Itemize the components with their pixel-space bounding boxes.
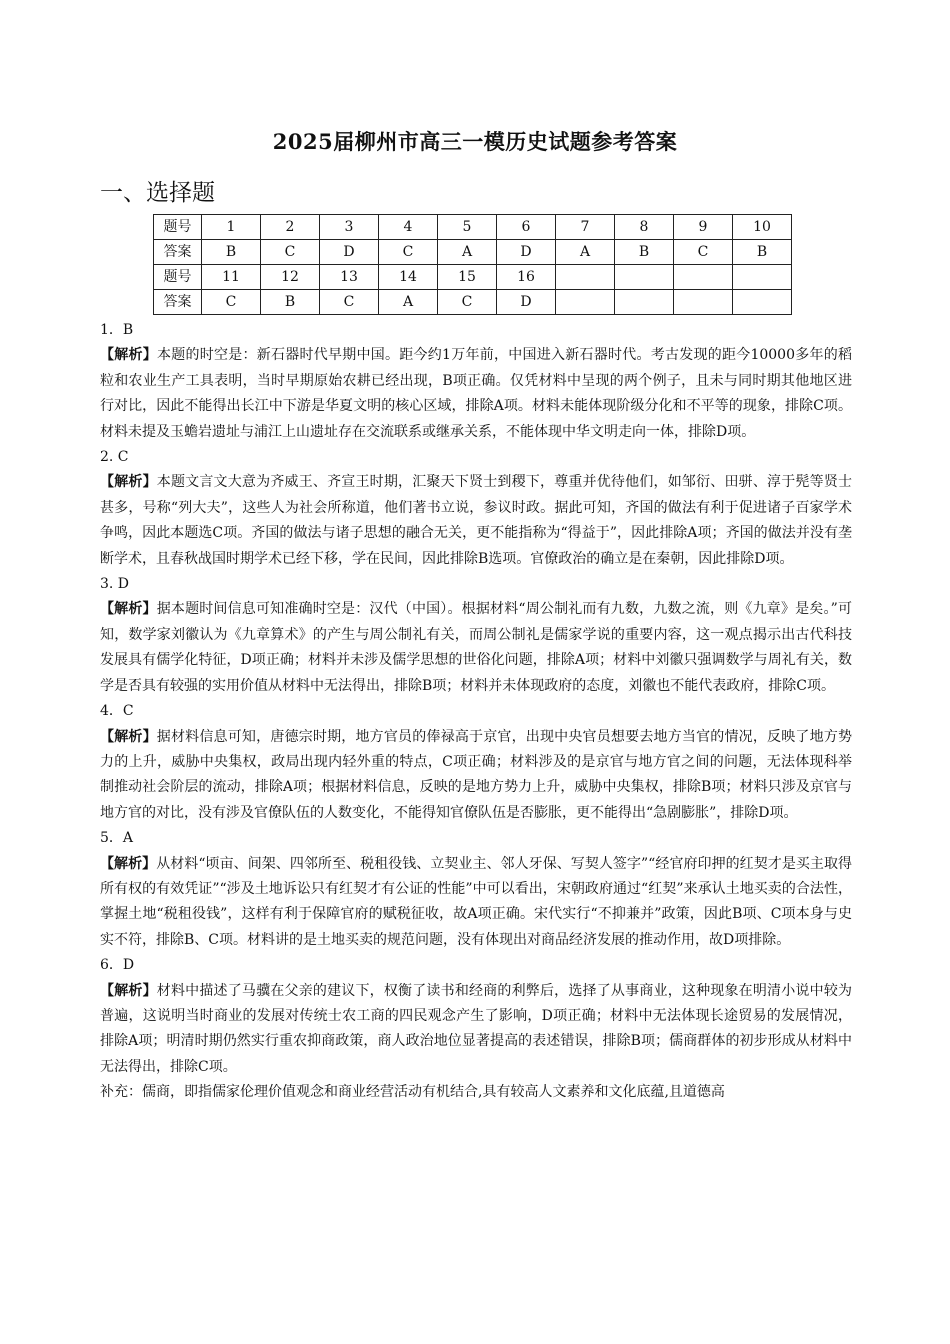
analysis-text: 本题的时空是：新石器时代早期中国。距今约1万年前，中国进入新石器时代。考古发现的距今10000多年的稻粒和农业生产工具表明，当时早期原始农耕已经出现，B项正确。仅凭材料中呈现的两个例子，且未与同时期其他地区进行对比，因此不能得出长江中下游是华夏文明的核心区域，排除A项。材料未能体现阶级分化和不平等的现象，排除C项。材料未提及玉蟾岩遗址与浦江上山遗址存在交流联系或继承关系，不能体现中华文明走向一体，排除D项。	[100, 347, 852, 440]
table-cell: C	[202, 290, 261, 315]
answer-table	[153, 214, 792, 315]
question-analysis	[100, 979, 852, 1081]
table-cell: 7	[556, 215, 615, 240]
table-cell	[556, 290, 615, 315]
table-cell: 11	[202, 265, 261, 290]
page-title: 2025届柳州市高三一模历史试题参考答案	[272, 129, 678, 154]
table-cell: D	[320, 240, 379, 265]
table-cell	[674, 290, 733, 315]
analysis-label: 【解析】	[100, 982, 157, 999]
table-cell	[674, 265, 733, 290]
table-cell: A	[438, 240, 497, 265]
table-cell: B	[733, 240, 792, 265]
section-title: 一、选择题	[100, 180, 215, 206]
table-cell	[615, 265, 674, 290]
table-cell: 15	[438, 265, 497, 290]
question-analysis	[100, 470, 852, 572]
table-row	[154, 240, 792, 265]
analysis-label: 【解析】	[100, 728, 157, 745]
table-row	[154, 265, 792, 290]
table-cell: 答案	[154, 240, 202, 265]
analysis-label: 【解析】	[100, 601, 157, 618]
table-cell: 1	[202, 215, 261, 240]
table-cell: 16	[497, 265, 556, 290]
question-number: 6．D	[100, 957, 135, 974]
analysis-label: 【解析】	[100, 474, 157, 491]
table-cell: C	[438, 290, 497, 315]
table-cell: 10	[733, 215, 792, 240]
analysis-text: 据材料信息可知，唐德宗时期，地方官员的俸禄高于京官，出现中央官员想要去地方当官的情况，反映了地方势力的上升，威胁中央集权，政局出现内轻外重的特点，C项正确；材料涉及的是京官与地方官之间的问题，无法体现科举制推动社会阶层的流动，排除A项；根据材料信息，反映的是地方势力上升，威胁中央集权，排除B项；材料只涉及京官与地方官的对比，没有涉及官僚队伍的人数变化，不能得知官僚队伍是否膨胀，更不能得出“急剧膨胀”，排除D项。	[100, 728, 853, 821]
table-cell: C	[674, 240, 733, 265]
table-cell: 3	[320, 215, 379, 240]
table-cell: D	[497, 290, 556, 315]
table-cell: C	[379, 240, 438, 265]
table-cell: D	[497, 240, 556, 265]
answer-explanations	[100, 318, 852, 1106]
analysis-text: 从材料“顷亩、间架、四邻所至、税租役钱、立契业主、邻人牙保、写契人签字”“经官府印押的红契才是买主取得所有权的有效凭证”“涉及土地诉讼只有红契才有公证的性能”中可以看出，宋朝政府通过“红契”来承认土地买卖的合法性，掌握土地“税租役钱”，这样有利于保障官府的赋税征收，故A项正确。宋代实行“不抑兼并”政策，因此B项、C项本身与史实不符，排除B、C项。材料讲的是土地买卖的规范问题，没有体现出对商品经济发展的推动作用，故D项排除。	[100, 855, 853, 948]
table-cell: 4	[379, 215, 438, 240]
table-cell: 8	[615, 215, 674, 240]
table-cell: 9	[674, 215, 733, 240]
question-analysis	[100, 597, 852, 699]
table-cell: 6	[497, 215, 556, 240]
table-row	[154, 290, 792, 315]
question-number: 4．C	[100, 703, 134, 720]
table-row	[154, 215, 792, 240]
analysis-text: 材料中描述了马骥在父亲的建议下，权衡了读书和经商的利弊后，选择了从事商业，这种现象在明清小说中较为普遍，这说明当时商业的发展对传统士农工商的四民观念产生了影响，D项正确；材料中无法体现长途贸易的发展情况，排除A项；明清时期仍然实行重农抑商政策，商人政治地位显著提高的表述错误，排除B项；儒商群体的初步形成从材料中无法得出，排除C项。	[100, 982, 853, 1075]
table-cell	[733, 265, 792, 290]
question-number: 5．A	[100, 830, 134, 847]
table-cell: 答案	[154, 290, 202, 315]
table-cell: B	[202, 240, 261, 265]
supplement-text: 补充：儒商，即指儒家伦理价值观念和商业经营活动有机结合,具有较高人文素养和文化底蕴,且道德高	[100, 1084, 725, 1101]
analysis-text: 本题文言文大意为齐威王、齐宣王时期，汇聚天下贤士到稷下，尊重并优待他们，如邹衍、田骈、淳于髡等贤士甚多，号称“列大夫”，这些人为社会所称道，他们著书立说，参议时政。据此可知，齐国的做法有利于促进诸子百家学术争鸣，因此本题选C项。齐国的做法与诸子思想的融合无关，更不能指称为“得益于”，因此排除A项；齐国的做法并没有垄断学术，且春秋战国时期学术已经下移，学在民间，因此排除B选项。官僚政治的确立是在秦朝，因此排除D项。	[100, 474, 853, 567]
table-cell: 5	[438, 215, 497, 240]
table-cell	[733, 290, 792, 315]
table-cell: 12	[261, 265, 320, 290]
question-number: 1．B	[100, 322, 134, 338]
question-analysis	[100, 343, 852, 445]
question-analysis	[100, 725, 852, 827]
analysis-label: 【解析】	[100, 347, 158, 364]
table-cell: A	[379, 290, 438, 315]
table-cell: C	[320, 290, 379, 315]
question-analysis	[100, 852, 852, 954]
table-cell: B	[261, 290, 320, 315]
question-number: 3. D	[100, 576, 130, 593]
table-cell: A	[556, 240, 615, 265]
table-cell: 题号	[154, 265, 202, 290]
analysis-text: 据本题时间信息可知准确时空是：汉代（中国）。根据材料“周公制礼而有九数，九数之流，则《九章》是矣。”可知，数学家刘徽认为《九章算术》的产生与周公制礼有关，而周公制礼是儒家学说的重要内容，这一观点揭示出古代科技发展具有儒学化特征，D项正确；材料并未涉及儒学思想的世俗化问题，排除A项；材料中刘徽只强调数学与周礼有关，数学是否具有较强的实用价值从材料中无法得出，排除B项；材料并未体现政府的态度，刘徽也不能代表政府，排除C项。	[100, 601, 853, 694]
table-cell: 13	[320, 265, 379, 290]
table-cell: B	[615, 240, 674, 265]
table-cell: C	[261, 240, 320, 265]
table-cell: 14	[379, 265, 438, 290]
table-cell	[556, 265, 615, 290]
analysis-label: 【解析】	[100, 855, 157, 872]
table-cell	[615, 290, 674, 315]
table-cell: 2	[261, 215, 320, 240]
table-cell: 题号	[154, 215, 202, 240]
question-number: 2. C	[100, 449, 129, 466]
